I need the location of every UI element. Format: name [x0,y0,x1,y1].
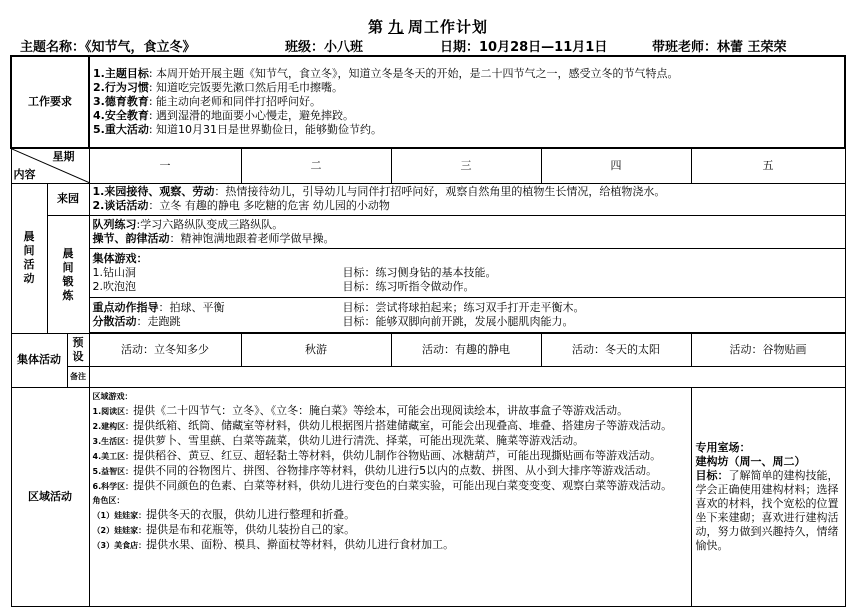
game-1: 1.钻山洞 目标：练习侧身钻的基本技能。 [92,266,497,280]
class-name: 班级：小八班 [285,40,364,55]
area-item-art: 4.美工区：提供稻谷、黄豆、红豆、超轻黏土等材料，供幼儿制作谷物贴画、冰糖葫芦，可能出现撕贴画布等游戏活动。 [92,448,662,462]
corner-weekday-label: 星期 [52,150,75,164]
special-room-goal: 目标：了解简单的建构技能，学会正确使用建构材料；选择喜欢的材料，找个宽松的位置坐下来建砌；喜欢进行建构活动，努力做到兴趣持久，情绪愉快。 [695,468,839,552]
group-games-content: 集体游戏： 1.钻山洞 目标：练习侧身钻的基本技能。 2.吹泡泡 目标：练习听指令做动作。 [89,249,845,298]
title-prefix: 第 [367,18,384,36]
note-label: 备注 [67,367,89,388]
area-activity-row [11,387,845,606]
activity-wednesday: 活动：有趣的静电 [391,334,541,367]
weekly-plan-table [10,55,846,607]
corner-content-label: 内容 [13,167,36,181]
work-requirements-row [11,56,845,148]
arrival-content: 1.来园接待、观察、劳动：热情接待幼儿，引导幼儿与同伴打招呼问好，观察自然角里的植物生长情况，给植物浇水。 2.谈话活动：立冬 有趣的静电 多吃糖的危害 幼儿园的小动物 [89,183,845,216]
day-content-corner [11,148,89,183]
activity-thursday: 活动：冬天的太阳 [541,334,691,367]
area-item-reading: 1.阅读区：提供《二十四节气：立冬》、《立冬：腌白菜》等绘本，可能会出现阅读绘本，讲故事盒子等游戏活动。 [92,403,629,417]
group-activity-preset-row [11,334,845,367]
group-activity-label: 集体活动 [11,334,67,387]
formation-content: 队列练习:学习六路纵队变成三路纵队。 操节、韵律活动：精神饱满地跟着老师学做早操。 [89,216,845,249]
exercise-formation-row [11,216,845,249]
day-monday: 一 [89,148,241,183]
special-room-name: 建构坊（周一、周二） [695,454,806,468]
days-header-row [11,148,845,183]
arrival-label: 来园 [47,183,89,216]
area-item-life: 3.生活区：提供萝卜、雪里蕻、白菜等蔬菜，供幼儿进行清洗、择菜，可能出现洗菜、腌菜等游戏活动。 [92,433,585,447]
arrival-row [11,183,845,216]
requirement-behavior: 2.行为习惯: 知道吃完饭要先漱口然后用毛巾擦嘴。 [93,81,344,95]
area-activity-label: 区域活动 [11,387,89,606]
requirement-moral: 3.德育教育: 能主动向老师和同伴打招呼问好。 [93,95,322,109]
theme-name: 主题名称：《知节气，食立冬》 [20,40,196,55]
morning-activity-label: 晨 间 活 动 [11,183,47,334]
role-item-3: （3）美食店：提供水果、面粉、模具、擀面杖等材料，供幼儿进行食材加工。 [92,537,455,551]
work-requirements-label: 工作要求 [11,56,89,148]
date-range: 日期：10月28日—11月1日 [440,40,608,55]
title-suffix: 周工作计划 [408,18,489,36]
role-item-1: （1）娃娃家：提供冬天的衣服，供幼儿进行整理和折叠。 [92,507,356,521]
game-2: 2.吹泡泡 目标：练习听指令做动作。 [92,280,475,294]
morning-exercise-label: 晨 间 锻 炼 [47,216,89,334]
area-activity-content: 区域游戏： 1.阅读区：提供《二十四节气：立冬》、《立冬：腌白菜》等绘本，可能会出现阅读绘本，讲故事盒子等游戏活动。 2.建构区：提供纸箱、纸筒、储藏室等材料，供幼儿根据图片搭建储藏室，可能会出现叠高、堆叠、搭建房子等游戏活动。 3.生活区：提供萝卜、雪里蕻、白菜等蔬菜，供幼儿进行清洗、择菜，可能出现洗菜、腌菜等游戏活动。 4.美工区：提供稻谷、黄豆、红豆、超轻黏土等材料，供幼儿制作谷物贴画、冰糖葫芦，可能出现撕贴画布等游戏活动。 5.益智区：提供不同的谷物图片、拼图、谷物排序等材料，供幼儿进行5以内的点数、拼图、从小到大排序等游戏活动。 6.科学区：提供不同颜色的色素、白菜等材料，供幼儿进行变色的白菜实验，可能出现白菜变变变、观察白菜等游戏活动。 角色区： （1）娃娃家：提供冬天的衣服，供幼儿进行整理和折叠。 （2）娃娃家：提供是布和花瓶等，供幼儿装扮自己的家。 （3）美食店：提供水果、面粉、模具、擀面杖等材料，供幼儿进行食材加工。 [89,387,691,606]
teachers: 带班老师：林蕾 王荣荣 [652,40,787,55]
group-activity-note-row [11,367,845,388]
area-item-puzzle: 5.益智区：提供不同的谷物图片、拼图、谷物排序等材料，供幼儿进行5以内的点数、拼图、从小到大排序等游戏活动。 [92,463,658,477]
area-item-building: 2.建构区：提供纸箱、纸筒、储藏室等材料，供幼儿根据图片搭建储藏室，可能会出现叠高、堆叠、搭建房子等游戏活动。 [92,418,673,432]
special-room-content [691,387,845,606]
activity-friday: 活动：谷物贴画 [691,334,845,367]
role-item-2: （2）娃娃家：提供是布和花瓶等，供幼儿装扮自己的家。 [92,522,356,536]
special-room-title: 专用室场： [695,440,751,454]
title-week-number: 九 [387,18,404,36]
note-content [89,367,845,388]
activity-tuesday: 秋游 [241,334,391,367]
work-requirements-content [89,56,845,148]
plan-header [20,36,850,56]
preset-label: 预设 [67,334,89,367]
guidance-row [11,298,845,333]
area-item-science: 6.科学区：提供不同颜色的色素、白菜等材料，供幼儿进行变色的白菜实验，可能出现白菜变变变、观察白菜等游戏活动。 [92,478,673,492]
day-friday: 五 [691,148,845,183]
guidance-content: 重点动作指导：拍球、平衡 目标：尝试将球拍起来；练习双手打开走平衡木。 分散活动：走跑跳 目标：能够双脚向前开跳，发展小腿肌肉能力。 [89,298,845,333]
requirement-theme-goal: 1.主题目标: 本周开始开展主题《知节气，食立冬》，知道立冬是冬天的开始，是二十四节气之一，感受立冬的节气特点。 [93,67,679,81]
activity-monday: 活动：立冬知多少 [89,334,241,367]
requirement-safety: 4.安全教育: 遇到湿滑的地面要小心慢走，避免摔跤。 [93,109,355,123]
day-wednesday: 三 [391,148,541,183]
day-thursday: 四 [541,148,691,183]
page-title [0,16,856,37]
requirement-major-event: 5.重大活动: 知道10月31日是世界勤俭日，能够勤俭节约。 [93,123,383,137]
group-games-row [11,249,845,298]
day-tuesday: 二 [241,148,391,183]
